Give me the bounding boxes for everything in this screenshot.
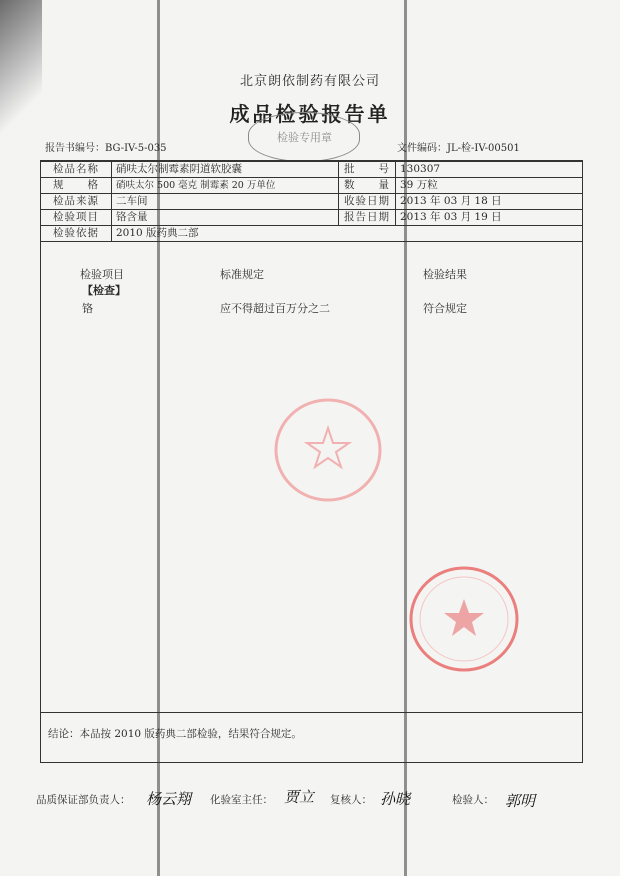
batch-no-label: 批 号	[339, 162, 396, 178]
conclusion-divider	[40, 712, 583, 713]
lab-director-signature: 贾立	[284, 788, 315, 806]
product-name-label: 检品名称	[41, 162, 112, 178]
conclusion-text: 结论：本品按 2010 版药典二部检验，结果符合规定。	[48, 728, 302, 740]
quantity-label: 数 量	[339, 178, 396, 194]
table-row	[41, 178, 583, 194]
received-date-label: 收验日期	[339, 194, 396, 210]
test-item-value: 铬含量	[112, 210, 339, 226]
batch-no-value: 130307	[396, 162, 583, 178]
company-name: 北京朗依制药有限公司	[239, 74, 380, 89]
result-standard: 应不得超过百万分之二	[220, 302, 330, 315]
qa-manager-signature: 杨云翔	[146, 790, 192, 808]
company-seal-faded	[274, 398, 382, 502]
inspector-label: 检验人：	[452, 794, 494, 806]
quantity-value: 39 万粒	[396, 178, 583, 194]
report-date-label: 报告日期	[339, 210, 396, 226]
table-row	[41, 194, 583, 210]
inspection-stamp	[248, 112, 360, 162]
reviewer-label: 复核人：	[330, 794, 372, 806]
inspector-signature: 郭明	[505, 792, 536, 810]
source-value: 二车间	[112, 194, 339, 210]
document-title: 成品检验报告单	[229, 102, 391, 126]
quality-seal	[408, 565, 520, 673]
table-row	[41, 226, 583, 242]
basis-value: 2010 版药典二部	[112, 226, 583, 242]
product-info-table	[40, 161, 583, 242]
spec-label: 规 格	[41, 178, 112, 194]
lab-director-label: 化验室主任：	[210, 794, 273, 806]
result-value: 符合规定	[423, 302, 467, 315]
column-header-result: 检验结果	[423, 268, 467, 281]
document-code	[397, 139, 520, 154]
table-row	[41, 162, 583, 178]
reviewer-signature: 孙晓	[380, 790, 411, 808]
inspection-stamp-text: 检验专用章	[277, 131, 332, 144]
result-item: 铬	[82, 302, 93, 315]
column-header-item: 检验项目	[80, 268, 124, 281]
source-label: 检品来源	[41, 194, 112, 210]
report-number	[45, 139, 167, 154]
document-code-value: JL-检-IV-00501	[447, 143, 520, 154]
document-code-label: 文件编码：	[397, 143, 447, 154]
table-row	[41, 210, 583, 226]
product-name-value: 硝呋太尔制霉素阴道软胶囊	[112, 162, 339, 178]
received-date-value: 2013 年 03 月 18 日	[396, 194, 583, 210]
qa-manager-label: 品质保证部负责人：	[36, 794, 131, 806]
spec-value: 硝呋太尔 500 毫克 制霉素 20 万单位	[112, 178, 339, 194]
report-number-value: BG-IV-5-035	[105, 143, 167, 154]
basis-label: 检验依据	[41, 226, 112, 242]
report-date-value: 2013 年 03 月 19 日	[396, 210, 583, 226]
report-number-label: 报告书编号：	[45, 143, 105, 154]
section-label: 【检查】	[82, 284, 126, 297]
test-item-label: 检验项目	[41, 210, 112, 226]
column-header-standard: 标准规定	[220, 268, 264, 281]
